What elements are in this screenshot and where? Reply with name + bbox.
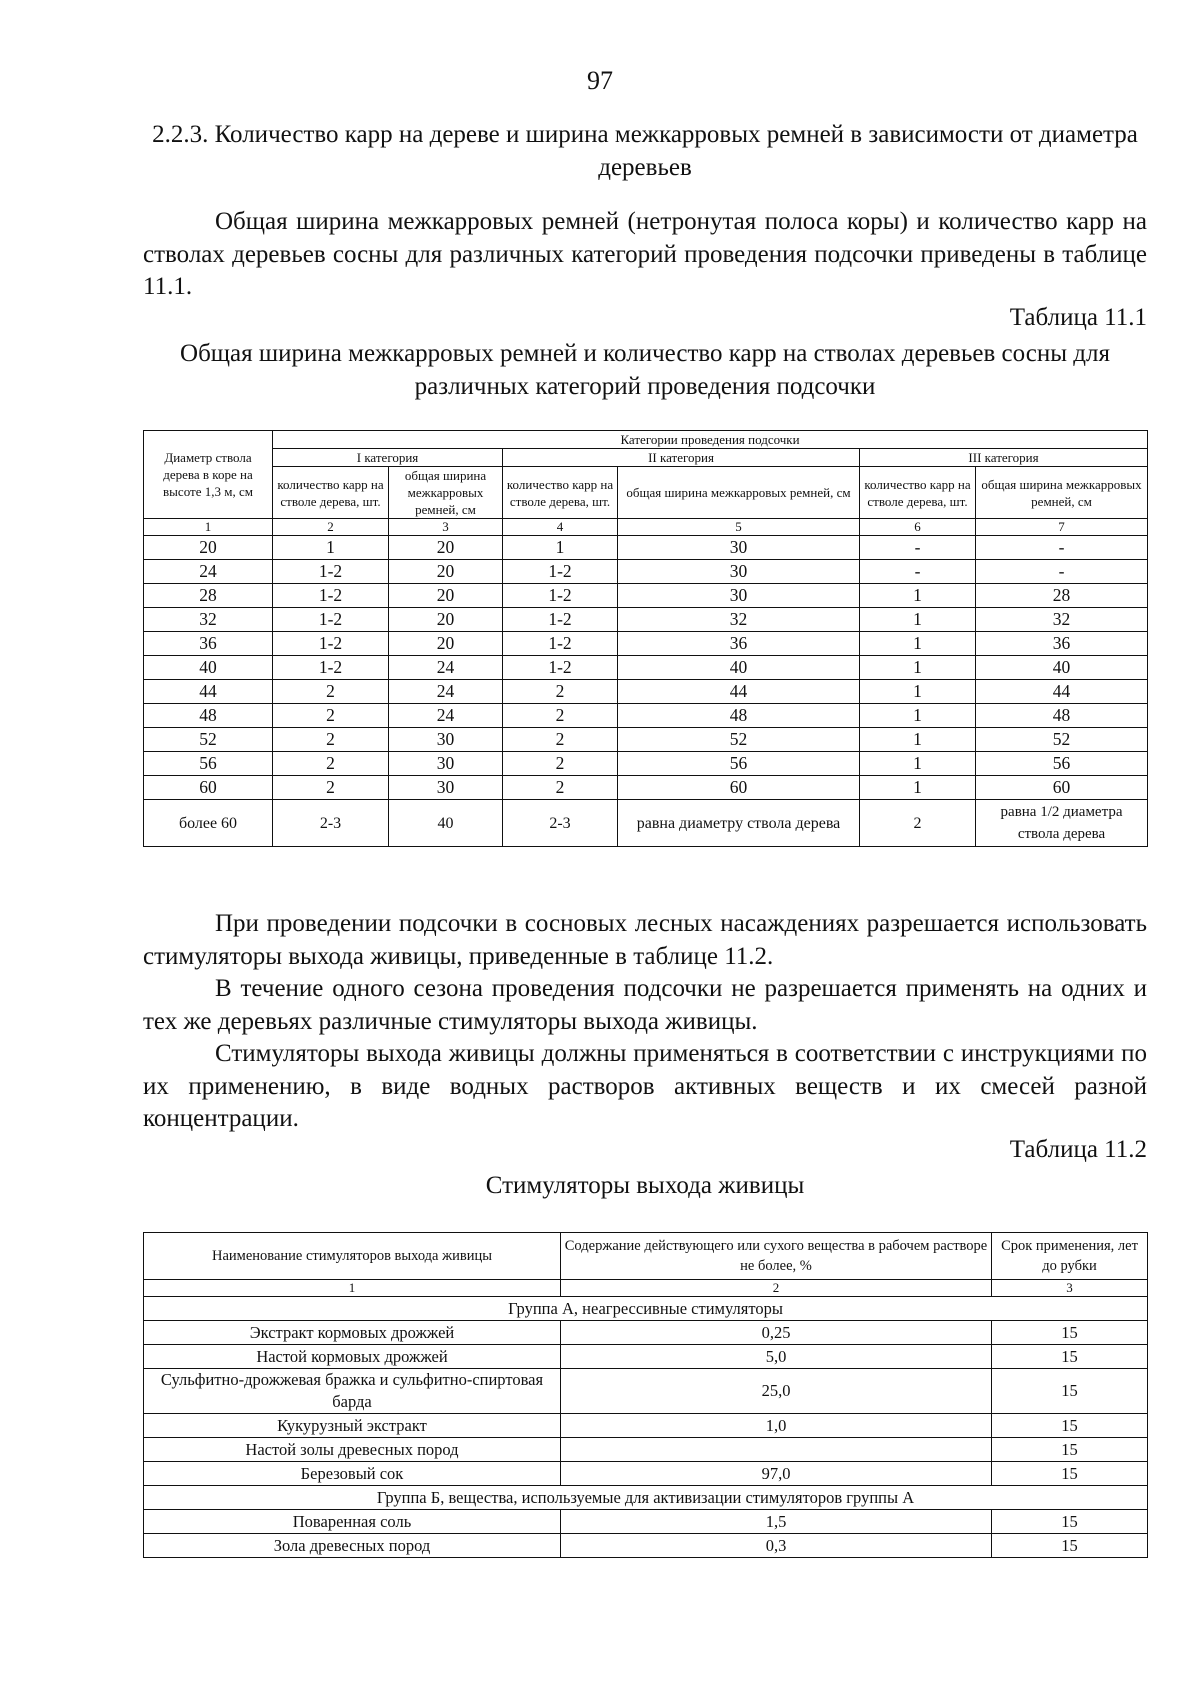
group-heading: Группа А, неагрессивные стимуляторы xyxy=(144,1297,1148,1321)
table-cell: 48 xyxy=(976,704,1148,728)
table-cell: 1-2 xyxy=(273,608,389,632)
table-cell: равна диаметру ствола дерева xyxy=(618,800,860,847)
header-category-1: I категория xyxy=(273,449,503,467)
stimulator-name: Настой кормовых дрожжей xyxy=(144,1345,561,1369)
table-row xyxy=(144,1462,1148,1486)
table-cell: 24 xyxy=(389,656,503,680)
table-cell: равна 1/2 диаметра ствола дерева xyxy=(976,800,1148,847)
table-cell: 2 xyxy=(503,752,618,776)
stimulator-term: 15 xyxy=(992,1462,1148,1486)
table-row xyxy=(144,1321,1148,1345)
table-cell: 2 xyxy=(273,680,389,704)
table-cell: - xyxy=(976,536,1148,560)
table-row xyxy=(144,536,1148,560)
stimulator-content: 1,5 xyxy=(561,1510,992,1534)
header-width-cat3: общая ширина межкарровых ремней, см xyxy=(976,467,1148,519)
table-cell: 1-2 xyxy=(503,584,618,608)
table-cell: 32 xyxy=(144,608,273,632)
table-cell: 1 xyxy=(860,680,976,704)
table-cell: 48 xyxy=(618,704,860,728)
table-row xyxy=(144,560,1148,584)
table-cell: 1-2 xyxy=(503,608,618,632)
table1-caption: Общая ширина межкарровых ремней и количество карр на стволах деревьев сосны для различных категорий проведения подсочки xyxy=(180,340,1110,400)
column-number: 1 xyxy=(144,1280,561,1297)
table-cell: 2 xyxy=(860,800,976,847)
table-cell: 1-2 xyxy=(503,632,618,656)
table-cell: 1-2 xyxy=(273,632,389,656)
table-cell: 1-2 xyxy=(273,560,389,584)
table-cell: 2-3 xyxy=(503,800,618,847)
table-cell: 1 xyxy=(860,728,976,752)
table-row xyxy=(144,752,1148,776)
table-cell: 20 xyxy=(389,584,503,608)
column-number: 2 xyxy=(273,519,389,536)
column-number: 3 xyxy=(992,1280,1148,1297)
table-cell: 60 xyxy=(976,776,1148,800)
table-cell: 1-2 xyxy=(503,560,618,584)
table-cell: 2 xyxy=(503,680,618,704)
table-cell: 24 xyxy=(389,680,503,704)
table-cell: 44 xyxy=(618,680,860,704)
stimulator-name: Зола древесных пород xyxy=(144,1534,561,1558)
table-cell: 52 xyxy=(976,728,1148,752)
table-cell: 60 xyxy=(618,776,860,800)
page-number: 97 xyxy=(587,66,613,95)
table-row xyxy=(144,1414,1148,1438)
table-cell: 60 xyxy=(144,776,273,800)
stimulator-name: Сульфитно-дрожжевая бражка и сульфитно-спиртовая барда xyxy=(144,1369,561,1414)
stimulator-content xyxy=(561,1438,992,1462)
table-row xyxy=(144,1438,1148,1462)
stimulator-name: Кукурузный экстракт xyxy=(144,1414,561,1438)
table-cell: 48 xyxy=(144,704,273,728)
stimulator-name: Настой золы древесных пород xyxy=(144,1438,561,1462)
table-row xyxy=(144,656,1148,680)
table-cell: 20 xyxy=(389,560,503,584)
table-cell: 36 xyxy=(976,632,1148,656)
table-cell: 1 xyxy=(503,536,618,560)
stimulator-content: 0,25 xyxy=(561,1321,992,1345)
table-cell: 30 xyxy=(618,584,860,608)
table-cell: 30 xyxy=(618,560,860,584)
table2-label: Таблица 11.2 xyxy=(1009,1136,1147,1163)
header-categories: Категории проведения подсочки xyxy=(273,431,1148,449)
table-cell: 56 xyxy=(144,752,273,776)
table-cell: 1 xyxy=(860,776,976,800)
table-cell: 1 xyxy=(860,752,976,776)
table-cell: 24 xyxy=(389,704,503,728)
table-row xyxy=(144,728,1148,752)
stimulator-term: 15 xyxy=(992,1510,1148,1534)
table-cell: 1-2 xyxy=(273,584,389,608)
table-cell: 20 xyxy=(144,536,273,560)
table-cell: 1 xyxy=(860,704,976,728)
table-cell: 40 xyxy=(389,800,503,847)
table-cell: 1 xyxy=(860,608,976,632)
table2-caption: Стимуляторы выхода живицы xyxy=(485,1172,805,1199)
table-cell: 44 xyxy=(976,680,1148,704)
group-heading: Группа Б, вещества, используемые для активизации стимуляторов группы А xyxy=(144,1486,1148,1510)
column-numbers-row xyxy=(144,1280,1148,1297)
header-content: Содержание действующего или сухого вещества в рабочем растворе не более, % xyxy=(561,1233,992,1280)
stimulator-name: Березовый сок xyxy=(144,1462,561,1486)
table-cell: 2-3 xyxy=(273,800,389,847)
table-cell: 28 xyxy=(144,584,273,608)
table-cell: 36 xyxy=(144,632,273,656)
stimulator-content: 25,0 xyxy=(561,1369,992,1414)
header-count-cat3: количество карр на стволе дерева, шт. xyxy=(860,467,976,519)
table-cell: 1-2 xyxy=(503,656,618,680)
table-cell: 1 xyxy=(860,584,976,608)
stimulator-content: 5,0 xyxy=(561,1345,992,1369)
table-cell: 2 xyxy=(503,728,618,752)
table-cell: - xyxy=(860,560,976,584)
stimulator-content: 97,0 xyxy=(561,1462,992,1486)
table-row xyxy=(144,704,1148,728)
table-cell: 40 xyxy=(144,656,273,680)
header-count-cat1: количество карр на стволе дерева, шт. xyxy=(273,467,389,519)
column-number: 2 xyxy=(561,1280,992,1297)
table-cell: 40 xyxy=(976,656,1148,680)
header-term: Срок применения, лет до рубки xyxy=(992,1233,1148,1280)
table-cell: 1-2 xyxy=(273,656,389,680)
table-cell: 32 xyxy=(976,608,1148,632)
table-row xyxy=(144,632,1148,656)
header-width-cat1: общая ширина межкарровых ремней, см xyxy=(389,467,503,519)
table-cell: 30 xyxy=(389,728,503,752)
column-number: 1 xyxy=(144,519,273,536)
table-cell: 30 xyxy=(389,776,503,800)
table-cell: 36 xyxy=(618,632,860,656)
stimulator-name: Поваренная соль xyxy=(144,1510,561,1534)
table-cell: 1 xyxy=(860,632,976,656)
table-cell: 24 xyxy=(144,560,273,584)
table-cell: 2 xyxy=(273,776,389,800)
paragraph-2: В течение одного сезона проведения подсочки не разрешается применять на одних и тех же деревьях различные стимуляторы выхода живицы. xyxy=(143,975,1147,1035)
table-row xyxy=(144,584,1148,608)
table-cell: 20 xyxy=(389,536,503,560)
group-b-row xyxy=(144,1486,1148,1510)
table-cell: 28 xyxy=(976,584,1148,608)
column-number: 3 xyxy=(389,519,503,536)
table1-label: Таблица 11.1 xyxy=(1009,304,1147,331)
table-cell: 30 xyxy=(389,752,503,776)
header-diameter: Диаметр ствола дерева в коре на высоте 1,3 м, см xyxy=(144,431,273,519)
table-cell: 20 xyxy=(389,632,503,656)
table-cell: 44 xyxy=(144,680,273,704)
table-cell: 1 xyxy=(860,656,976,680)
column-number: 5 xyxy=(618,519,860,536)
stimulator-content: 0,3 xyxy=(561,1534,992,1558)
column-number: 7 xyxy=(976,519,1148,536)
header-category-3: III категория xyxy=(860,449,1148,467)
intro-paragraph: Общая ширина межкарровых ремней (нетронутая полоса коры) и количество карр на стволах деревьев сосны для различных категорий проведения подсочки приведены в таблице 11.1. xyxy=(143,208,1147,300)
stimulator-content: 1,0 xyxy=(561,1414,992,1438)
table-cell: 20 xyxy=(389,608,503,632)
table-resin-stimulators xyxy=(143,1232,1148,1558)
paragraph-3: Стимуляторы выхода живицы должны применяться в соответствии с инструкциями по их применению, в виде водных растворов активных веществ и их смесей разной концентрации. xyxy=(143,1040,1147,1132)
table-cell: 40 xyxy=(618,656,860,680)
table-row xyxy=(144,608,1148,632)
table-cell: более 60 xyxy=(144,800,273,847)
stimulator-name: Экстракт кормовых дрожжей xyxy=(144,1321,561,1345)
table-cell: 56 xyxy=(618,752,860,776)
table-row xyxy=(144,800,1148,847)
table-cell: 2 xyxy=(273,704,389,728)
stimulator-term: 15 xyxy=(992,1414,1148,1438)
header-category-2: II категория xyxy=(503,449,860,467)
table-row xyxy=(144,776,1148,800)
stimulator-term: 15 xyxy=(992,1534,1148,1558)
table-row xyxy=(144,1345,1148,1369)
header-width-cat2: общая ширина межкарровых ремней, см xyxy=(618,467,860,519)
table-row xyxy=(144,1369,1148,1414)
table-cell: 52 xyxy=(144,728,273,752)
table-cell: 2 xyxy=(273,752,389,776)
table-row xyxy=(144,680,1148,704)
column-number: 4 xyxy=(503,519,618,536)
header-count-cat2: количество карр на стволе дерева, шт. xyxy=(503,467,618,519)
table-cell: 2 xyxy=(503,776,618,800)
stimulator-term: 15 xyxy=(992,1321,1148,1345)
section-title: 2.2.3. Количество карр на дереве и ширина межкарровых ремней в зависимости от диаметра деревьев xyxy=(152,121,1138,181)
table-cell: - xyxy=(860,536,976,560)
paragraph-1: При проведении подсочки в сосновых лесных насаждениях разрешается использовать стимуляторы выхода живицы, приведенные в таблице 11.2. xyxy=(143,910,1147,970)
table-cell: 32 xyxy=(618,608,860,632)
table-cell: 2 xyxy=(503,704,618,728)
table-resin-tapping-categories xyxy=(143,430,1148,847)
stimulator-term: 15 xyxy=(992,1345,1148,1369)
stimulator-term: 15 xyxy=(992,1369,1148,1414)
table-row xyxy=(144,1534,1148,1558)
table-cell: 30 xyxy=(618,536,860,560)
stimulator-term: 15 xyxy=(992,1438,1148,1462)
column-number: 6 xyxy=(860,519,976,536)
column-numbers-row xyxy=(144,519,1148,536)
table-cell: - xyxy=(976,560,1148,584)
table-cell: 52 xyxy=(618,728,860,752)
group-a-row xyxy=(144,1297,1148,1321)
table-cell: 56 xyxy=(976,752,1148,776)
table-row xyxy=(144,1510,1148,1534)
table-cell: 1 xyxy=(273,536,389,560)
header-stimulator-name: Наименование стимуляторов выхода живицы xyxy=(144,1233,561,1280)
table-cell: 2 xyxy=(273,728,389,752)
